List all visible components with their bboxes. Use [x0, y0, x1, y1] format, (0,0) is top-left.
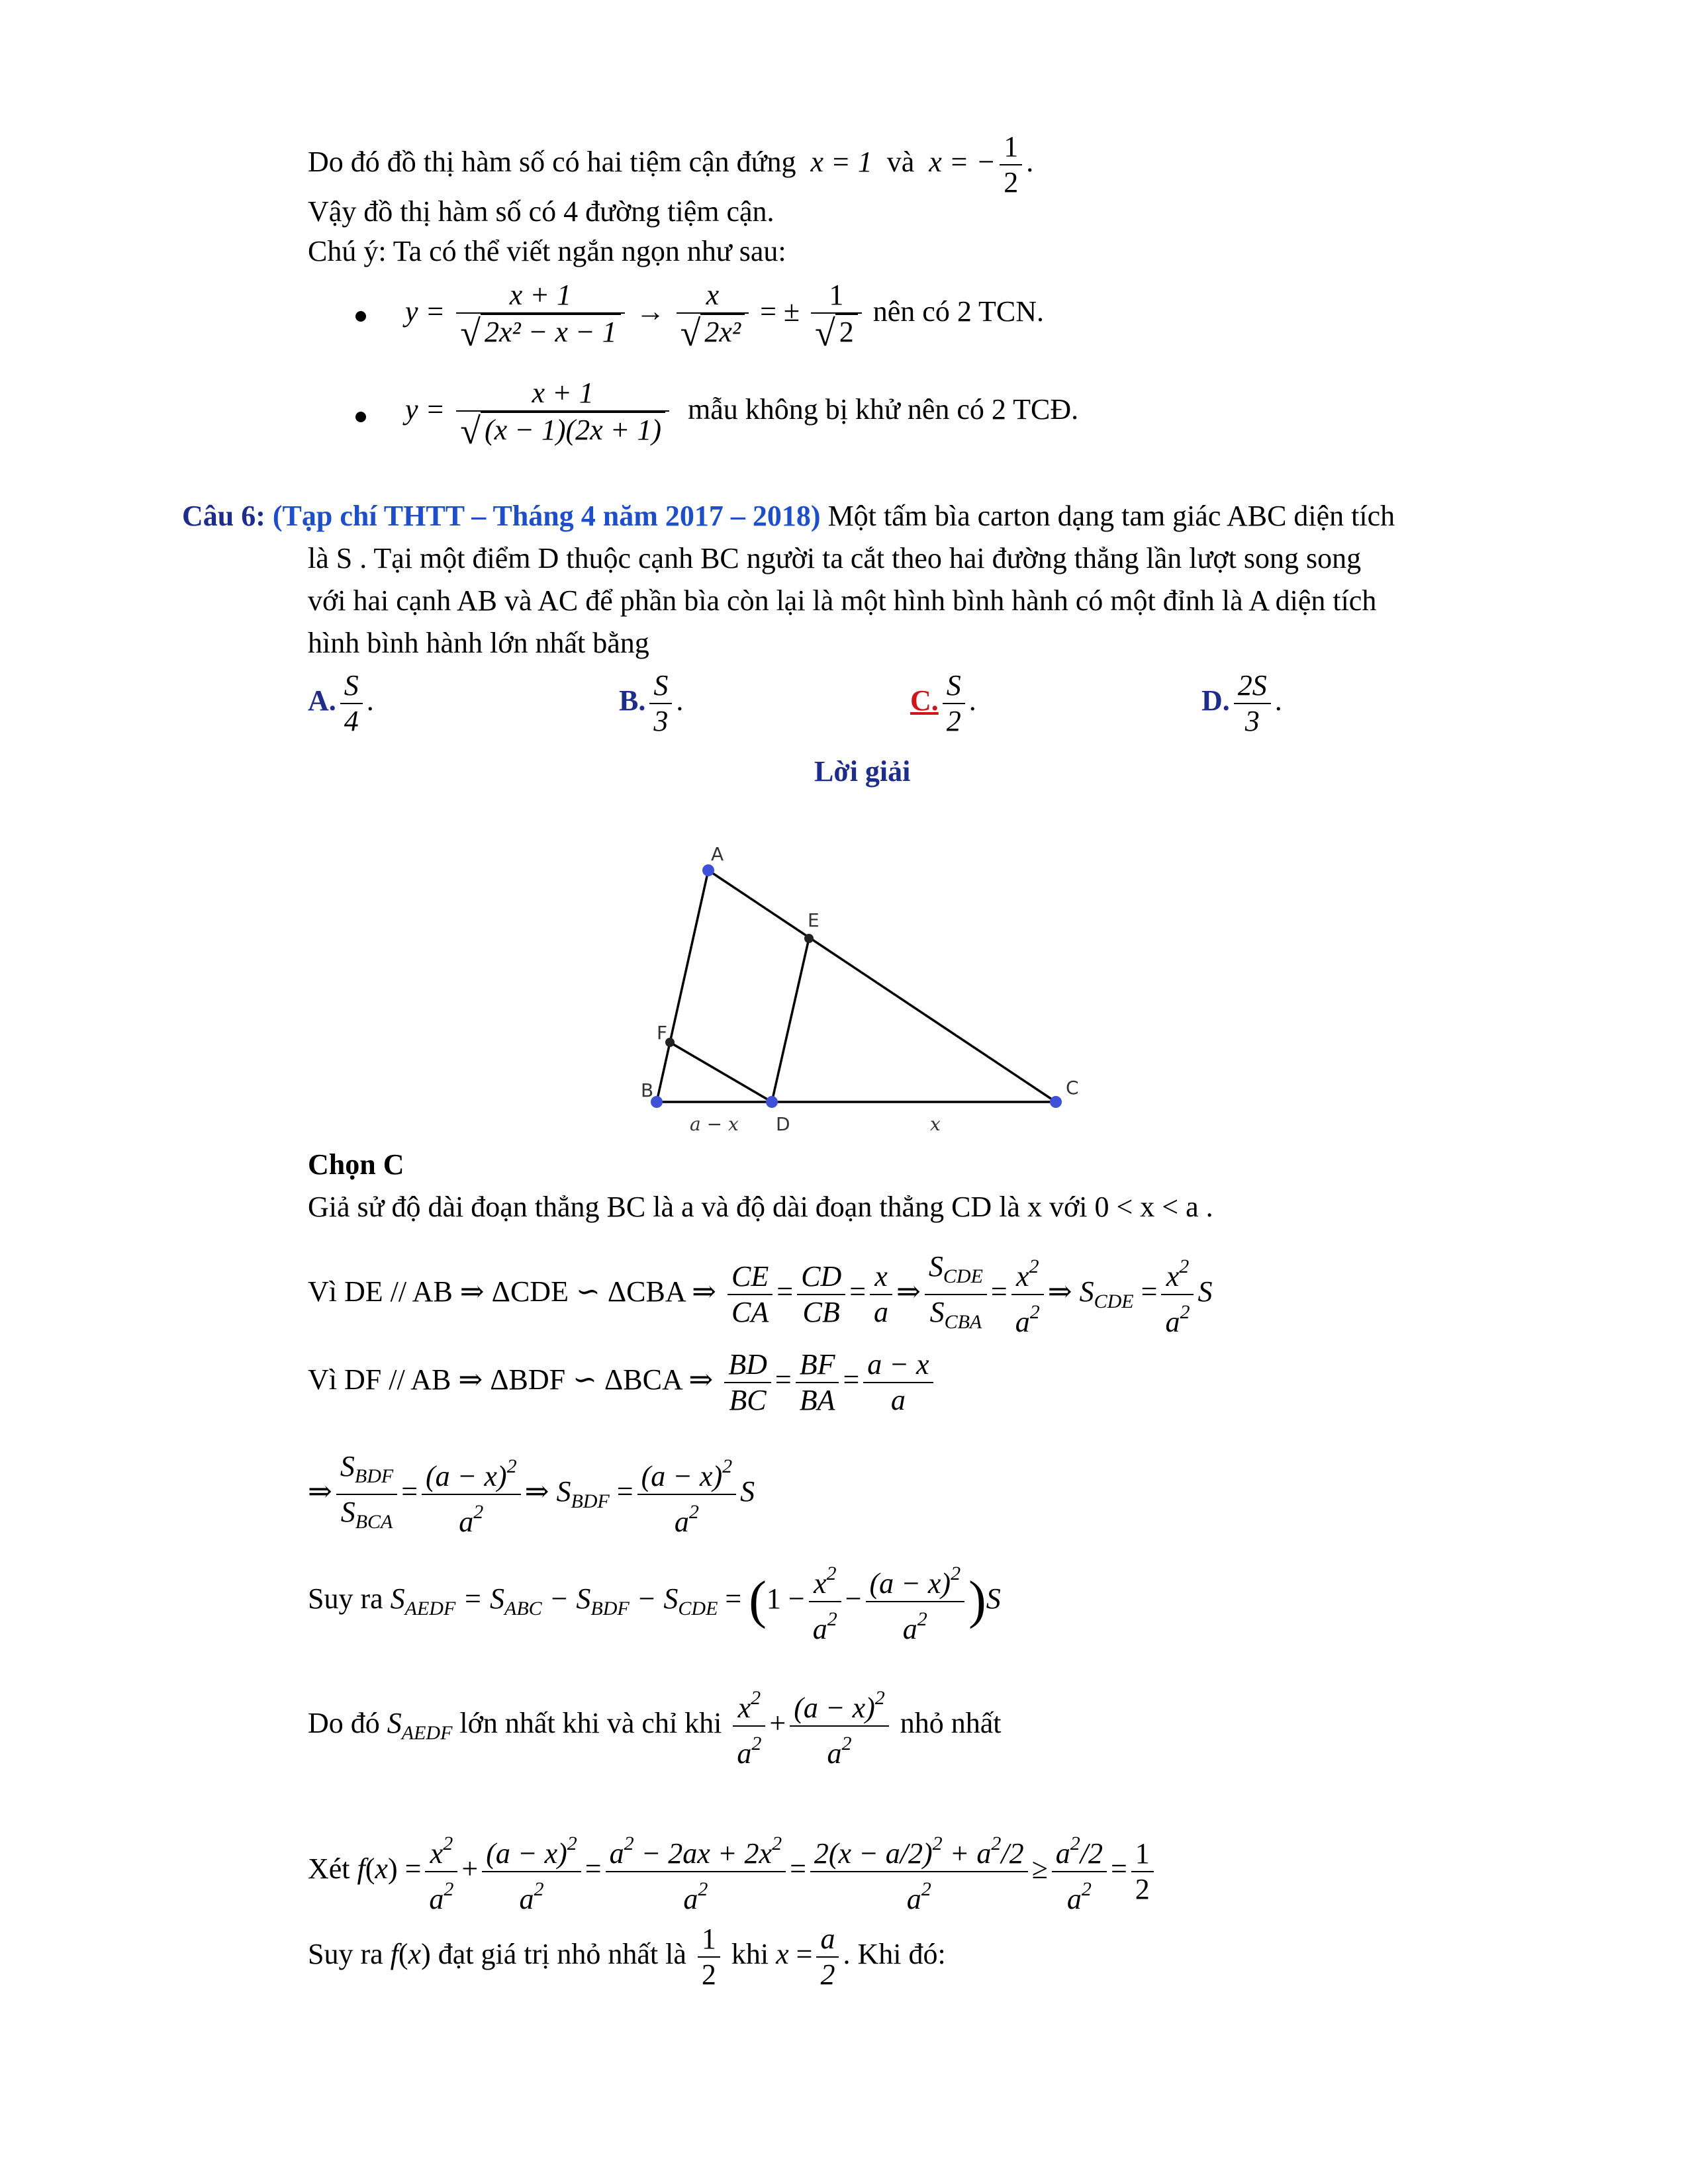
line1-math-b: x = −: [929, 146, 996, 179]
question-line2: là S . Tại một điểm D thuộc cạnh BC người ta cắt theo hai đường thẳng lần lượt song song: [308, 542, 1362, 574]
label-seg-dc: x: [930, 1113, 941, 1135]
bullet1-formula: [405, 278, 1045, 354]
label-e: E: [808, 909, 820, 931]
area-aedf-line: Suy ra $S_{AEDF} = S_{ABC} - S_{BDF} - S_{CDE} = (1$ − $\frac{x^2}{a^2}$ − $\frac{(a - x)^2}{a^2}$ )S: [308, 1557, 1001, 1647]
option-b[interactable]: B. $\frac{S}{3}$ .: [619, 669, 684, 737]
segment-df: [670, 1042, 772, 1102]
bullet1-eq: = ±: [760, 295, 800, 328]
similar-cde-line: Vì DE // AB ⇒ ΔCDE ∽ ΔCBA ⇒ $\frac{CE}{CA}$ = $\frac{CD}{CB}$ = $\frac{x}{a}$ ⇒ $\frac{S_{CDE}}{S_{CBA}}$ = $\frac{x^2}{a^2}$ ⇒ $S_{CDE}$ = $\frac{x^2}{a^2}$ S: [308, 1250, 1213, 1338]
l8-suffix: . Khi đó:: [843, 1938, 946, 1971]
label-b: B: [641, 1079, 654, 1101]
point-c: [1050, 1096, 1062, 1108]
similar-bdf-line: Vì DF // AB ⇒ ΔBDF ∽ ΔBCA ⇒ $\frac{BD}{BC}$ = $\frac{BF}{BA}$ = $\frac{a - x}{a}$: [308, 1347, 937, 1418]
question-source: (Tạp chí THTT – Tháng 4 năm 2017 – 2018): [272, 500, 821, 532]
l5-prefix: Suy ra: [308, 1582, 383, 1615]
max-condition-line: Do đó $S_{AEDF}$ lớn nhất khi và chỉ khi $\frac{x^2}{a^2}$ + $\frac{(a - x)^2}{a^2}$ nhỏ nhất: [308, 1681, 1002, 1771]
label-d: D: [776, 1113, 790, 1135]
bullet1-frac2: $\frac{x}{\text{√ 2x²}}$: [677, 278, 749, 351]
bullet1-arrow: →: [635, 295, 665, 328]
l6-mid: lớn nhất khi và chỉ khi: [459, 1707, 722, 1740]
bullet1-y: y =: [405, 295, 445, 328]
l8-prefix: Suy ra: [308, 1938, 383, 1971]
bullet-dot: [355, 412, 366, 422]
side-ab: [657, 870, 708, 1102]
bullet2-y: y =: [405, 393, 445, 426]
triangle-figure: [629, 834, 1119, 1152]
area-ratio-line: ⇒ $\frac{S_{BDF}}{S_{BCA}}$ = $\frac{(a - x)^2}{a^2}$ ⇒ $S_{BDF}$ = $\frac{(a - x)^2}{a^2}$ S: [308, 1450, 755, 1538]
question-line1: Một tấm bìa carton dạng tam giác ABC diện tích: [827, 500, 1395, 532]
label-c: C: [1066, 1077, 1079, 1099]
bullet1-tail: nên có 2 TCN.: [872, 295, 1045, 328]
function-line: Xét f(x) = $\frac{x^2}{a^2}$ + $\frac{(a - x)^2}{a^2}$ = $\frac{a^2 - 2ax + 2x^2}{a^2}$ = $\frac{2(x - a/2)^2 + a^2/2}{a^2}$ ≥ $\frac{a^2/2}{a^2}$ = $\frac{1}{2}$: [308, 1827, 1158, 1917]
label-a: A: [711, 843, 724, 865]
side-ac: [708, 870, 1056, 1102]
label-seg-bd: a − x: [690, 1113, 739, 1135]
point-a: [702, 864, 714, 876]
l7-prefix: Xét: [308, 1852, 350, 1886]
option-a[interactable]: A. $\frac{S}{4}$ .: [308, 669, 374, 737]
l6-prefix: Do đó: [308, 1707, 380, 1740]
bullet1-frac1: $\frac{x + 1}{\text{√ 2x² − x − 1}}$: [456, 278, 624, 351]
choose-line: Chọn C: [308, 1148, 404, 1181]
asymptote-line: Do đó đồ thị hàm số có hai tiệm cận đứng x = 1 và x = − $\frac{1}{2}$ .: [308, 130, 1034, 199]
bullet1-frac3: $\frac{1}{√ 2}$: [811, 278, 862, 351]
l3-prefix: Vì DF // AB ⇒ ΔBDF ∽ ΔBCA ⇒: [308, 1363, 714, 1396]
line1-and: và: [886, 146, 915, 179]
point-d: [766, 1096, 778, 1108]
l6-suffix: nhỏ nhất: [900, 1707, 1002, 1740]
solution-heading: Lời giải: [814, 755, 911, 788]
l2-prefix: Vì DE // AB ⇒ ΔCDE ∽ ΔCBA ⇒: [308, 1275, 717, 1308]
bullet-dot: [355, 311, 366, 322]
option-c-correct[interactable]: C. $\frac{S}{2}$ .: [910, 669, 976, 737]
assume-line: Giả sử độ dài đoạn thẳng BC là a và độ dài đoạn thẳng CD là x với 0 < x < a .: [308, 1191, 1213, 1223]
question-first-line: [182, 498, 1395, 535]
question-line3: với hai cạnh AB và AC để phần bìa còn lại là một hình bình hành có một đỉnh là A diện tích: [308, 584, 1377, 617]
l8-khi: khi: [731, 1938, 769, 1971]
bullet2-formula: [405, 376, 1079, 452]
question-label: Câu 6:: [182, 500, 265, 532]
summary-line: Vậy đồ thị hàm số có 4 đường tiệm cận.: [308, 195, 774, 228]
line1-text: Do đó đồ thị hàm số có hai tiệm cận đứng: [308, 146, 796, 179]
l8-mid: đạt giá trị nhỏ nhất là: [438, 1938, 686, 1971]
point-e: [804, 934, 814, 943]
bullet2-tail: mẫu không bị khử nên có 2 TCĐ.: [688, 393, 1079, 426]
segment-de: [772, 938, 809, 1102]
bullet2-frac: $\frac{x + 1}{√ (x - 1)(2x + 1)}$: [456, 376, 669, 449]
minimum-line: Suy ra f(x) đạt giá trị nhỏ nhất là $\frac{1}{2}$ khi x = $\frac{a}{2}$ . Khi đó:: [308, 1923, 946, 1991]
option-d[interactable]: D. $\frac{2S}{3}$ .: [1201, 669, 1282, 737]
label-f: F: [657, 1022, 668, 1044]
question-line4: hình bình hành lớn nhất bằng: [308, 627, 649, 659]
line1-math-a: x = 1: [810, 146, 872, 179]
note-line: Chú ý: Ta có thể viết ngắn ngọn như sau:: [308, 235, 786, 267]
line1-fraction: $\frac{1}{2}$: [1000, 130, 1022, 200]
